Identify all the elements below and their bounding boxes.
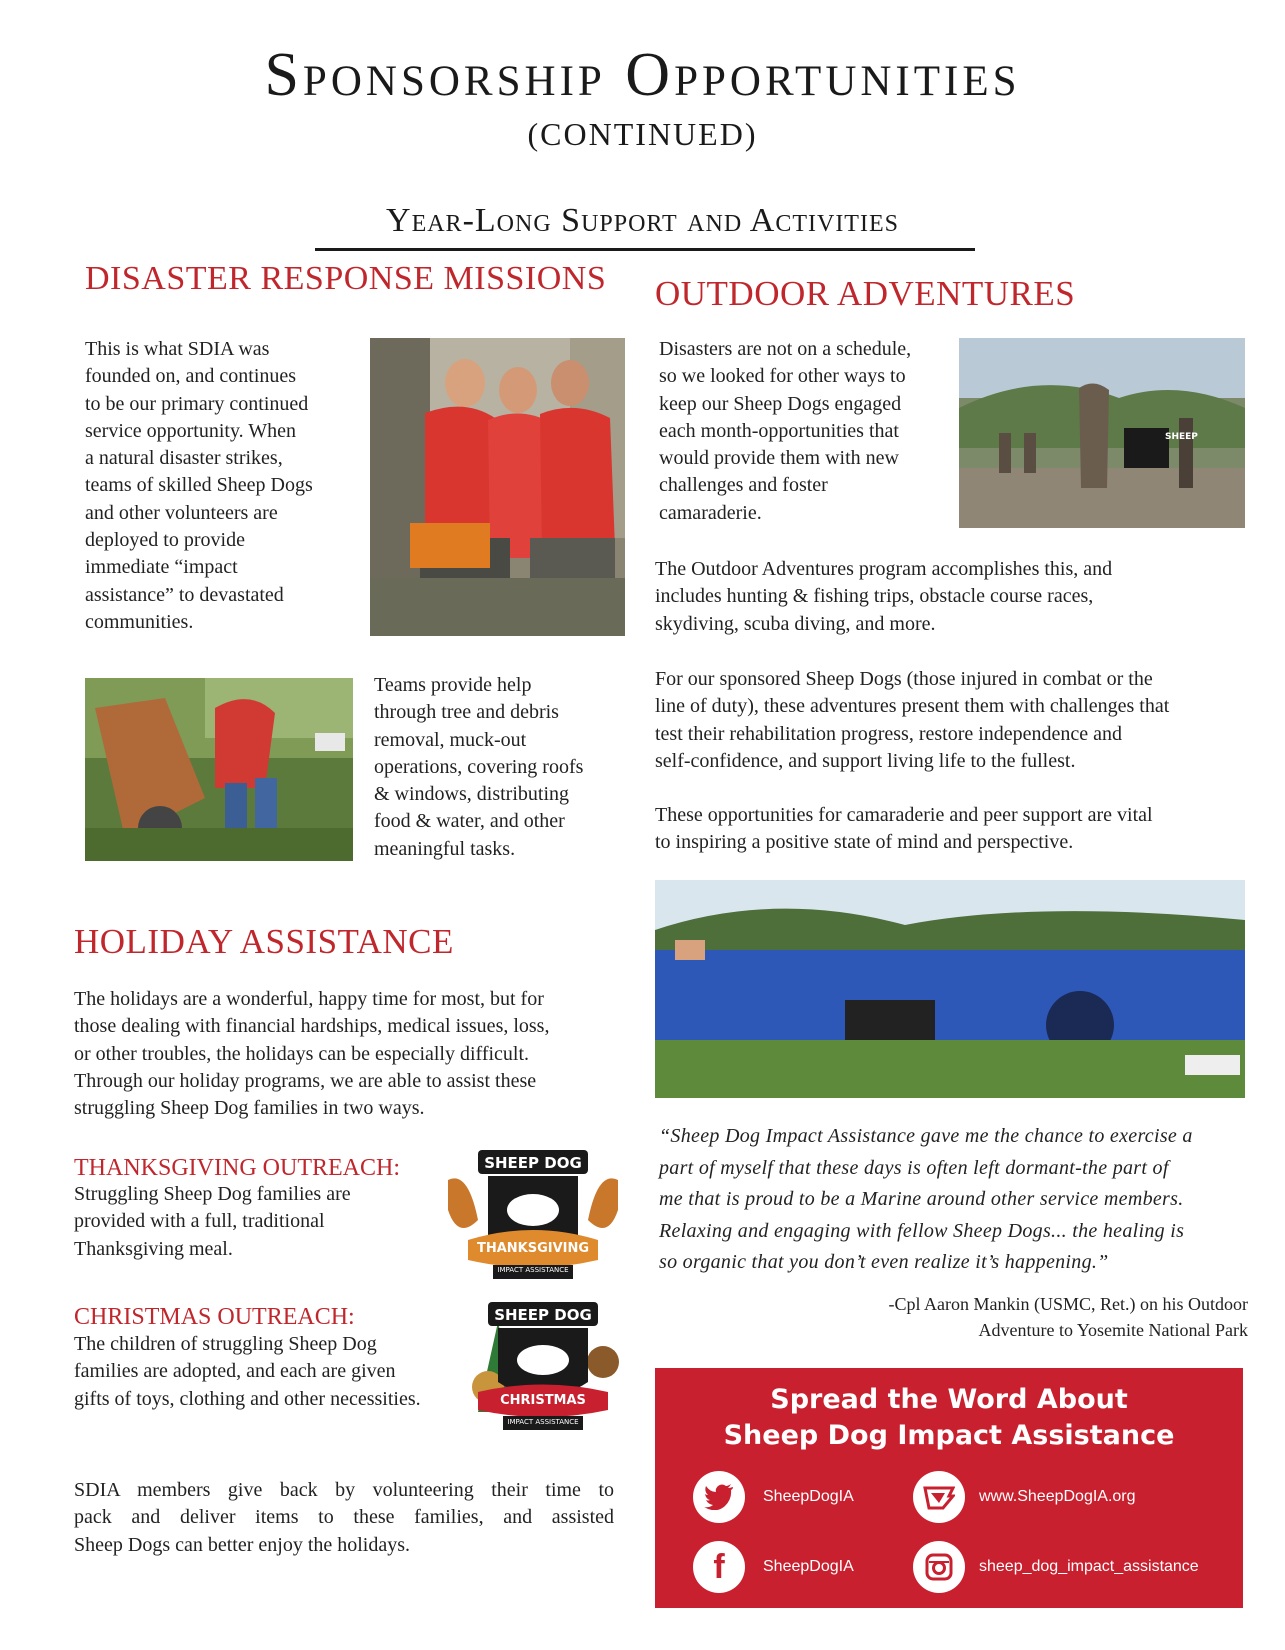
social-title: Spread the Word About Sheep Dog Impact Assistance	[723, 1384, 1175, 1451]
debris-removal-photo	[85, 678, 353, 861]
facebook-icon[interactable]: f	[693, 1541, 745, 1593]
testimonial-quote: “Sheep Dog Impact Assistance gave me the chance to exercise a part of myself that these days is often left dormant-the part of me that is proud to be a Marine around other service members. Relaxing and engaging with fellow Sheep Dogs... the healing is so organic that you don’t even realize it’s happening.”	[659, 1125, 1193, 1273]
thanksgiving-logo-brand: SHEEP DOG	[484, 1154, 582, 1172]
thanksgiving-heading: THANKSGIVING OUTREACH:	[74, 1155, 400, 1181]
page-subtitle: (CONTINUED)	[527, 116, 758, 152]
instagram-handle[interactable]: sheep_dog_impact_assistance	[979, 1558, 1199, 1575]
outdoor-heading: OUTDOOR ADVENTURES	[655, 274, 1076, 313]
thanksgiving-logo	[438, 1140, 628, 1290]
instagram-icon[interactable]	[913, 1541, 965, 1593]
holiday-closing: SDIA members give back by volunteering their time to pack and deliver items to these families, and assisted Sheep Dogs can better enjoy the holidays.	[74, 1479, 614, 1556]
holiday-intro: The holidays are a wonderful, happy time for most, but for those dealing with financial hardships, medical issues, loss, or other troubles, the holidays can be especially difficult. Through our holiday programs, we are able to assist these struggling Sheep Dog families in two ways.	[74, 988, 550, 1120]
christmas-heading: CHRISTMAS OUTREACH:	[74, 1304, 355, 1330]
twitter-handle[interactable]: SheepDogIA	[763, 1488, 854, 1505]
christmas-text: The children of struggling Sheep Dog families are adopted, and each are given gifts of toys, clothing and other necessities.	[74, 1333, 421, 1410]
thanksgiving-logo-label: THANKSGIVING	[476, 1241, 590, 1256]
obstacle-race-photo	[959, 338, 1245, 528]
outdoor-intro: Disasters are not on a schedule, so we looked for other ways to keep our Sheep Dogs engaged each month-opportunities that would provide them with new challenges and foster camaraderie.	[659, 338, 912, 524]
facebook-handle[interactable]: SheepDogIA	[763, 1558, 854, 1575]
outdoor-paragraph-2: The Outdoor Adventures program accomplishes this, and includes hunting & fishing trips, obstacle course races, skydiving, scuba diving, and more.	[655, 558, 1113, 635]
disaster-paragraph-1: This is what SDIA was founded on, and continues to be our primary continued service opportunity. When a natural disaster strikes, teams of skilled Sheep Dogs and other volunteers are deployed to provide immediate “impact assistance” to devastated communities.	[85, 338, 313, 633]
twitter-icon[interactable]	[693, 1471, 745, 1523]
holiday-heading: HOLIDAY ASSISTANCE	[74, 922, 454, 961]
website-logo-icon[interactable]	[913, 1471, 965, 1523]
christmas-logo-impact: IMPACT ASSISTANCE	[507, 1418, 579, 1426]
christmas-logo	[458, 1292, 628, 1442]
website-link[interactable]: www.SheepDogIA.org	[979, 1488, 1136, 1505]
thanksgiving-text: Struggling Sheep Dog families are provided with a full, traditional Thanksgiving meal.	[74, 1183, 351, 1260]
christmas-logo-label: CHRISTMAS	[500, 1393, 586, 1408]
christmas-logo-brand: SHEEP DOG	[494, 1306, 592, 1324]
flag-text: SHEEP	[1165, 432, 1198, 442]
section-divider	[315, 248, 975, 251]
section-heading: Year-Long Support and Activities	[386, 202, 899, 239]
outdoor-paragraph-4: These opportunities for camaraderie and peer support are vital to inspiring a positive state of mind and perspective.	[655, 804, 1153, 854]
testimonial-attribution: -Cpl Aaron Mankin (USMC, Ret.) on his Outdoor Adventure to Yosemite National Park	[888, 1294, 1248, 1340]
group-photo	[655, 880, 1245, 1098]
thanksgiving-logo-impact: IMPACT ASSISTANCE	[497, 1266, 569, 1274]
page-title: Sponsorship Opportunities	[264, 41, 1021, 109]
disaster-paragraph-2: Teams provide help through tree and debris removal, muck-out operations, covering roofs & windows, distributing food & water, and other meaningful tasks.	[374, 674, 584, 860]
outdoor-paragraph-3: For our sponsored Sheep Dogs (those injured in combat or the line of duty), these adventures present them with challenges that test their rehabilitation progress, restore independence and self-confidence, and support living life to the fullest.	[655, 668, 1170, 772]
social-box	[655, 1368, 1243, 1608]
volunteers-photo	[370, 338, 625, 636]
disaster-heading: DISASTER RESPONSE MISSIONS	[85, 260, 607, 297]
